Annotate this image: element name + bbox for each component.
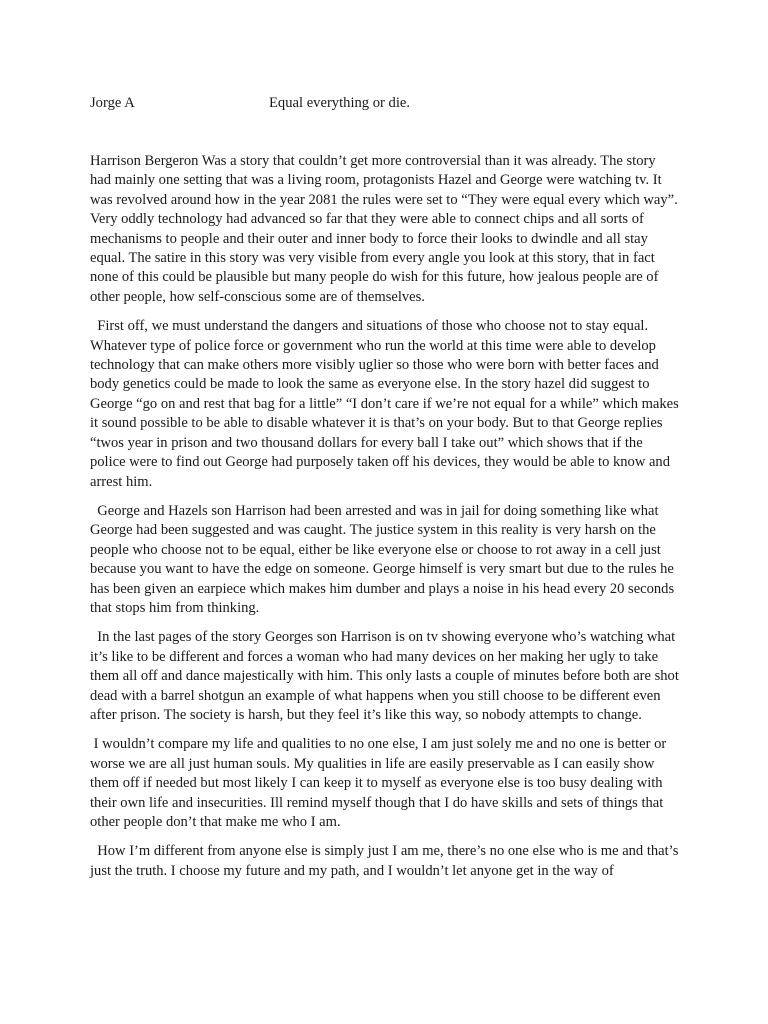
document-header (90, 94, 690, 114)
document-body (90, 152, 683, 891)
paragraph: In the last pages of the story Georges son Harrison is on tv showing everyone who’s watching what it’s like to be different and forces a woman who had many devices on her making her ugly to take them all off and dance majestically with him. This only lasts a couple of minutes before both are shot dead with a barrel shotgun an example of what happens when you still choose to be different even after prison. The society is harsh, but they feel it’s like this way, so nobody attempts to change. (90, 629, 683, 723)
paragraph: George and Hazels son Harrison had been arrested and was in jail for doing something like what George had been suggested and was caught. The justice system in this reality is very harsh on the people who choose not to be equal, either be like everyone else or choose to rot away in a cell just because you want to have the edge on someone. George himself is very smart but due to the rules he has been given an earpiece which makes him dumber and plays a noise in his head every 20 seconds that stops him from thinking. (90, 502, 678, 616)
paragraph: First off, we must understand the dangers and situations of those who choose not to stay equal. Whatever type of police force or government who run the world at this time were able to develop technology that can make others more visibly uglier so those who were born with better faces and body genetics could be made to look the same as everyone else. In the story hazel did suggest to George “go on and rest that bag for a little” “I don’t care if we’re not equal for a while” which makes it sound possible to be able to disable whatever it is that’s on your body. But to that George replies “twos year in prison and two thousand dollars for every ball I take out” which shows that if the police were to find out George had purposely taken off his devices, they would be able to know and arrest him. (90, 318, 683, 490)
paragraph: I wouldn’t compare my life and qualities to no one else, I am just solely me and no one is better or worse we are all just human souls. My qualities in life are easily preservable as I can easily show them off if needed but most likely I can keep it to myself as everyone else is too busy dealing with their own life and insecurities. Ill remind myself though that I do have skills and sets of things that other people don’t that make me who I am. (90, 736, 670, 830)
author-name: Jorge A (90, 95, 135, 111)
paragraph: How I’m different from anyone else is simply just I am me, there’s no one else who is me and that’s just the truth. I choose my future and my path, and I wouldn’t let anyone get in the way of (90, 843, 682, 879)
document-title: Equal everything or die. (269, 95, 411, 111)
paragraph: Harrison Bergeron Was a story that couldn’t get more controversial than it was already. The story had mainly one setting that was a living room, protagonists Hazel and George were watching tv. It was revolved around how in the year 2081 the rules were set to “They were equal every which way”. Very oddly technology had advanced so far that they were able to connect chips and all sorts of mechanisms to people and their outer and inner body to force their looks to dwindle and all stay equal. The satire in this story was very visible from every angle you look at this story, that in fact none of this could be plausible but many people do wish for this future, how jealous people are of other people, how self-conscious some are of themselves. (90, 153, 682, 305)
